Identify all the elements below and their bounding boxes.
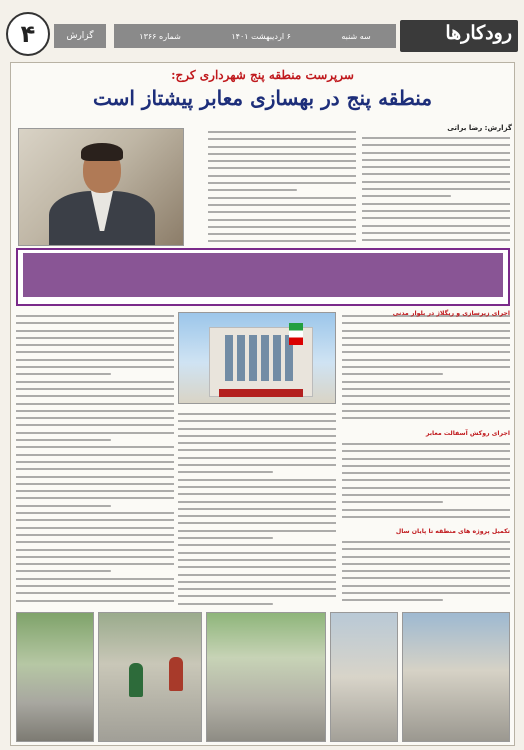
text-column (16, 312, 174, 608)
flag-icon (289, 323, 303, 345)
text-column (208, 128, 356, 246)
subhead: تکمیل پروژه های منطقه تا پایان سال (395, 528, 510, 535)
article-byline: گزارش: رضا براتی (447, 124, 512, 132)
section-label: گزارش (54, 24, 106, 48)
street-photo (330, 612, 398, 742)
street-photo (98, 612, 202, 742)
street-photo (16, 612, 94, 742)
issue-info-bar (114, 24, 396, 48)
text-column (342, 440, 510, 522)
callout-text (23, 253, 503, 303)
text-column (362, 134, 510, 246)
building-photo (178, 312, 336, 404)
street-photo (206, 612, 326, 742)
issue-day: سه شنبه (341, 31, 371, 41)
text-column (342, 312, 510, 424)
article-kicker: سرپرست منطقه پنج شهرداری کرج: (171, 68, 354, 82)
issue-date: ۶ اردیبهشت ۱۴۰۱ (231, 31, 291, 41)
issue-number: شماره ۱۳۶۶ (139, 31, 181, 41)
subhead: اجرای زیرسازی و ریگلاژ در بلوار مدنی (392, 310, 510, 317)
text-column (342, 538, 510, 608)
text-column (178, 410, 336, 608)
subhead: اجرای روکش آسفالت معابر (425, 430, 510, 437)
highlight-callout (16, 248, 510, 306)
page-number: ۴ (6, 12, 50, 56)
masthead (0, 0, 524, 58)
portrait-photo (18, 128, 184, 246)
brand-name: رودکارها (445, 22, 512, 44)
street-photo (402, 612, 510, 742)
article-headline: منطقه پنج در بهسازی معابر پیشتاز است (92, 86, 433, 110)
brand-logo (400, 20, 518, 52)
